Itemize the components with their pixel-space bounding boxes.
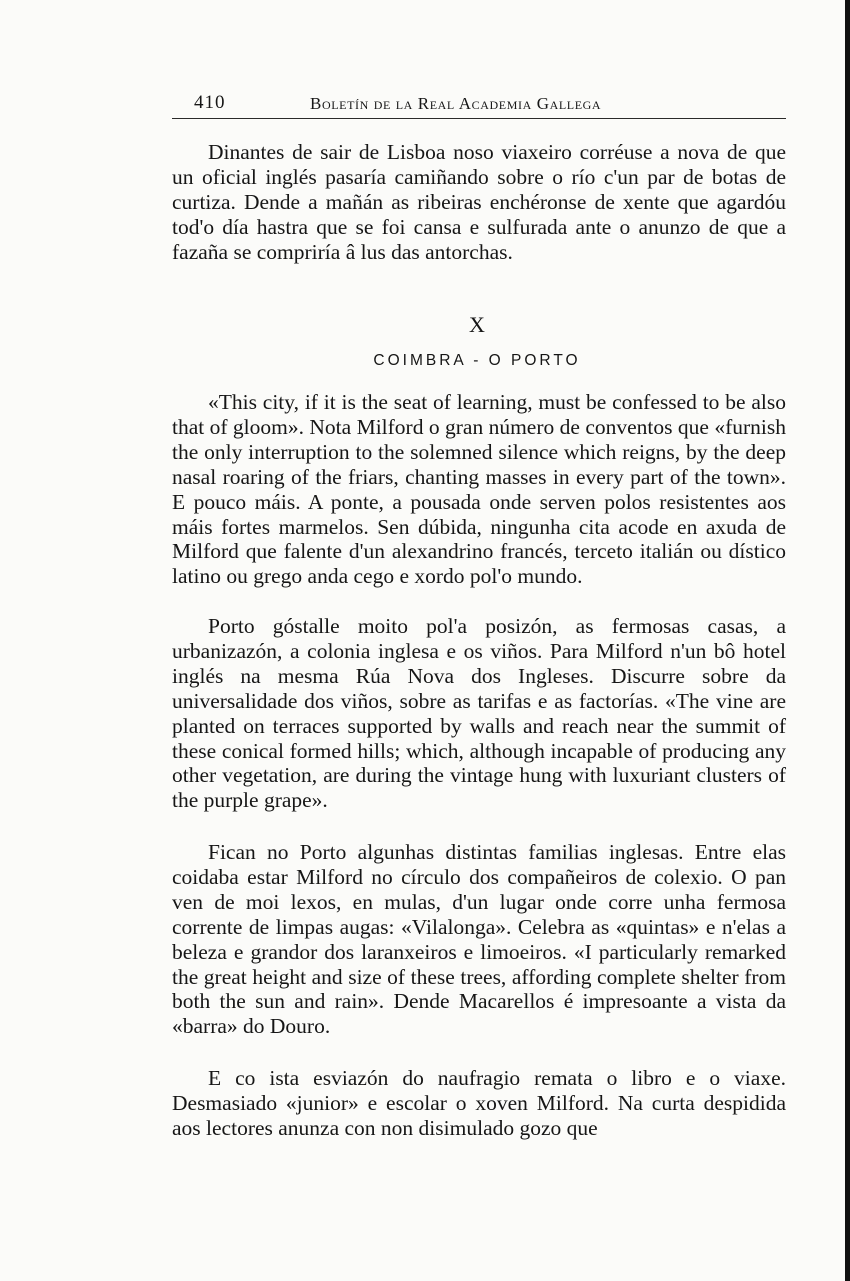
chapter-number: X xyxy=(469,312,485,337)
page-number: 410 xyxy=(194,92,226,113)
paragraph-coimbra: «This city, if it is the seat of learning, must be confessed to be also that of gloom». Nota Milford o gran número de conventos que «furnish the only interruption to the solemned silence which reigns, by the deep nasal roaring of the friars, chanting masses in every part of the town». E pouco máis. A ponte, a pousada onde serven polos resistentes aos máis fortes marmelos. Sen dúbida, ningunha cita acode en axuda de Milford que falente d'un alexandrino francés, terceto italián ou dístico latino ou grego anda cego e xordo pol'o mundo. xyxy=(172,390,786,589)
running-head: Boletín de la Real Academia Gallega xyxy=(310,94,602,113)
page-header xyxy=(172,92,786,119)
paragraph-porto: Porto góstalle moito pol'a posizón, as fermosas casas, a urbanizazón, a colonia inglesa e os viños. Para Milford n'un bô hotel inglés na mesma Rúa Nova dos Ingleses. Discurre sobre da universalidade dos viños, sobre as tarifas e as factorías. «The vine are planted on terraces supported by walls and reach near the summit of these conical formed hills; which, although incapable of producing any other vegetation, are during the vintage hung with luxuriant clusters of the purple grape». xyxy=(172,614,786,813)
chapter-title: COIMBRA - O PORTO xyxy=(373,352,581,369)
paragraph-ending: E co ista esviazón do naufragio remata o libro e o viaxe. Desmasiado «junior» e escolar o xoven Milford. Na curta despidida aos lectores anunza con non disimulado gozo que xyxy=(172,1066,786,1140)
scan-edge xyxy=(845,0,850,1281)
paragraph-lisboa: Dinantes de sair de Lisboa noso viaxeiro corréuse a nova de que un oficial inglés pasaría camiñando sobre o río c'un par de botas de curtiza. Dende a mañán as ribeiras enchéronse de xente que agardóu tod'o día hastra que se foi cansa e sulfurada ante o anunzo de que a fazaña se compriría â lus das antorchas. xyxy=(172,140,786,264)
paragraph-families: Fican no Porto algunhas distintas familias inglesas. Entre elas coidaba estar Milford no círculo dos compañeiros de colexio. O pan ven de moi lexos, en mulas, d'un lugar onde corre unha fermosa corrente de limpas augas: «Vilalonga». Celebra as «quintas» e n'elas a beleza e grandor dos laranxeiros e limoeiros. «I particularly remarked the great height and size of these trees, affording complete shelter from both the sun and rain». Dende Macarellos é impresoante a vista da «barra» do Douro. xyxy=(172,840,786,1039)
